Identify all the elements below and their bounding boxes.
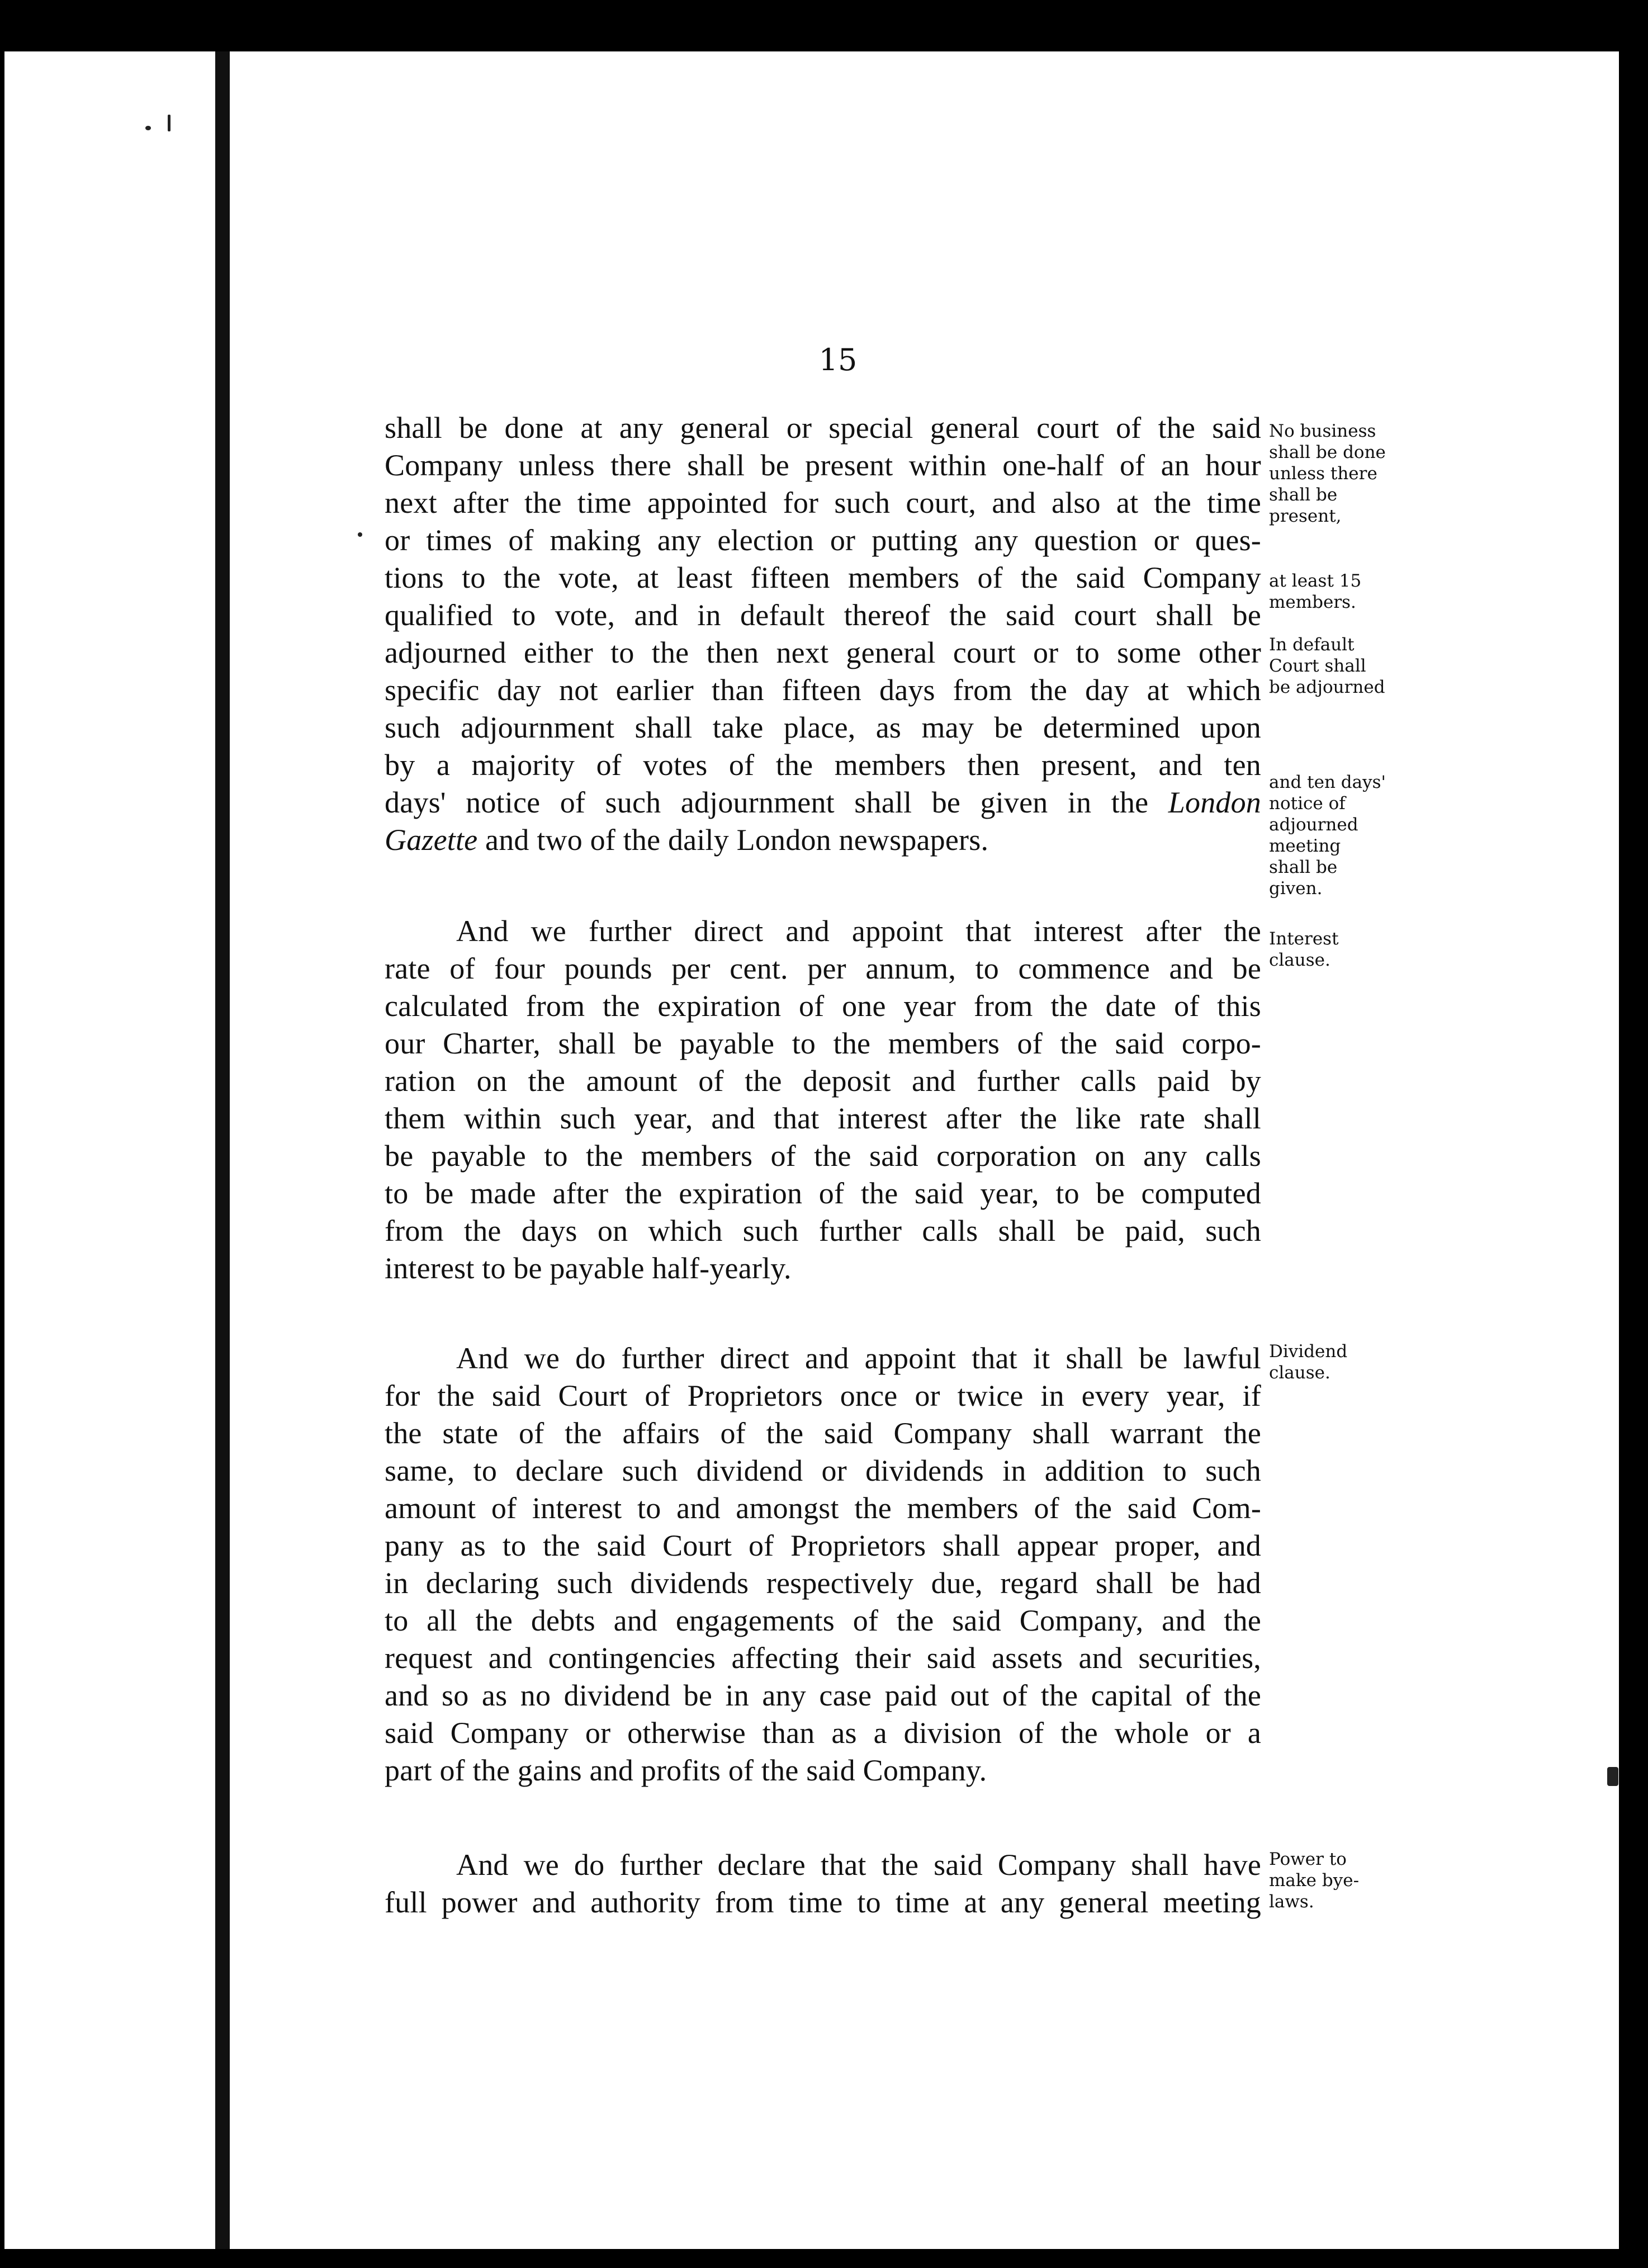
text-line: full power and authority from time to time at any general meeting xyxy=(385,1886,1261,1919)
margin-note-line: clause. xyxy=(1269,1363,1330,1383)
margin-note-line: shall be done xyxy=(1269,442,1386,462)
paragraph-2 xyxy=(385,913,1261,1287)
text-line: interest to be payable half-yearly. xyxy=(385,1251,792,1285)
margin-note-line: Court shall xyxy=(1269,656,1366,676)
text-line: in declaring such dividends respectively due, regard shall be had xyxy=(385,1566,1261,1600)
text-line: tions to the vote, at least fifteen members of the said Company xyxy=(385,561,1261,594)
margin-note-line: Interest xyxy=(1269,929,1339,949)
text-line: And we do further direct and appoint that it shall be lawful xyxy=(456,1341,1261,1375)
margin-note-bye-laws xyxy=(1269,1849,1398,1912)
text-line: and so as no dividend be in any case paid out of the capital of the xyxy=(385,1679,1261,1712)
text-line: Gazette and two of the daily London newspapers. xyxy=(385,823,989,857)
scan-border xyxy=(1619,51,1648,2249)
scan-speck xyxy=(358,532,362,537)
margin-note-line: members. xyxy=(1269,592,1356,612)
margin-note-fifteen-members xyxy=(1269,570,1398,613)
scan-speck xyxy=(1607,1767,1618,1786)
text-line: such adjournment shall take place, as may be determined upon xyxy=(385,711,1261,744)
margin-note-line: Power to xyxy=(1269,1849,1347,1869)
text-line: from the days on which such further calls shall be paid, such xyxy=(385,1214,1261,1248)
text-line: qualified to vote, and in default thereof the said court shall be xyxy=(385,598,1261,632)
text-line: by a majority of votes of the members then present, and ten xyxy=(385,748,1261,782)
margin-note-line: meeting xyxy=(1269,836,1341,856)
text-line: the state of the affairs of the said Company shall warrant the xyxy=(385,1416,1261,1450)
text-line: shall be done at any general or special general court of the said xyxy=(385,411,1261,445)
margin-note-line: No business xyxy=(1269,421,1376,441)
margin-note-notice xyxy=(1269,772,1398,899)
margin-note-line: present, xyxy=(1269,506,1342,526)
margin-note-line: shall be xyxy=(1269,857,1338,877)
margin-note-line: clause. xyxy=(1269,950,1330,970)
paragraph-1 xyxy=(385,409,1261,859)
paragraph-3 xyxy=(385,1340,1261,1789)
text-line: be payable to the members of the said corporation on any calls xyxy=(385,1139,1261,1173)
text-line: them within such year, and that interest after the like rate shall xyxy=(385,1102,1261,1135)
margin-note-line: and ten days' xyxy=(1269,772,1386,792)
margin-note-line: notice of xyxy=(1269,793,1346,814)
text-line: days' notice of such adjournment shall be given in the London xyxy=(385,786,1261,819)
text-line: rate of four pounds per cent. per annum, to commence and be xyxy=(385,952,1261,985)
text-line: to all the debts and engagements of the said Company, and the xyxy=(385,1604,1261,1637)
margin-note-line: Dividend xyxy=(1269,1341,1348,1362)
text-line: said Company or otherwise than as a division of the whole or a xyxy=(385,1716,1261,1750)
margin-note-line: shall be xyxy=(1269,485,1338,505)
text-line: pany as to the said Court of Proprietors shall appear proper, and xyxy=(385,1529,1261,1562)
text-line: our Charter, shall be payable to the members of the said corpo- xyxy=(385,1027,1261,1060)
margin-note-line: at least 15 xyxy=(1269,571,1362,591)
text-line: amount of interest to and amongst the members of the said Com- xyxy=(385,1491,1261,1525)
text-line: for the said Court of Proprietors once or twice in every year, if xyxy=(385,1379,1261,1412)
margin-note-no-business xyxy=(1269,420,1398,527)
text-line: calculated from the expiration of one year from the date of this xyxy=(385,989,1261,1023)
margin-note-line: In default xyxy=(1269,635,1355,655)
margin-note-default-adjourned xyxy=(1269,634,1398,698)
text-line: part of the gains and profits of the said Company. xyxy=(385,1754,987,1787)
text-line: specific day not earlier than fifteen days from the day at which xyxy=(385,673,1261,707)
text-line: or times of making any election or putting any question or ques- xyxy=(385,523,1261,557)
margin-note-dividend xyxy=(1269,1341,1398,1383)
paragraph-4 xyxy=(385,1846,1261,1921)
margin-note-line: given. xyxy=(1269,878,1323,899)
text-line: ration on the amount of the deposit and further calls paid by xyxy=(385,1064,1261,1098)
text-line: to be made after the expiration of the said year, to be computed xyxy=(385,1176,1261,1210)
margin-note-interest xyxy=(1269,928,1398,971)
margin-note-line: be adjourned xyxy=(1269,677,1385,697)
margin-note-line: adjourned xyxy=(1269,815,1358,835)
text-line: adjourned either to the then next general court or to some other xyxy=(385,636,1261,669)
scan-speck xyxy=(168,115,171,131)
scan-speck xyxy=(145,126,151,130)
text-line: And we further direct and appoint that interest after the xyxy=(456,914,1261,948)
text-line: next after the time appointed for such court, and also at the time xyxy=(385,486,1261,519)
margin-note-line: make bye- xyxy=(1269,1870,1360,1891)
text-line: And we do further declare that the said Company shall have xyxy=(456,1848,1261,1882)
page-number: 15 xyxy=(818,342,858,377)
margin-note-line: unless there xyxy=(1269,464,1377,484)
margin-note-line: laws. xyxy=(1269,1892,1314,1912)
binding-edge xyxy=(215,51,230,2249)
text-line: Company unless there shall be present within one-half of an hour xyxy=(385,448,1261,482)
text-line: request and contingencies affecting their said assets and securities, xyxy=(385,1641,1261,1675)
text-line: same, to declare such dividend or dividends in addition to such xyxy=(385,1454,1261,1487)
